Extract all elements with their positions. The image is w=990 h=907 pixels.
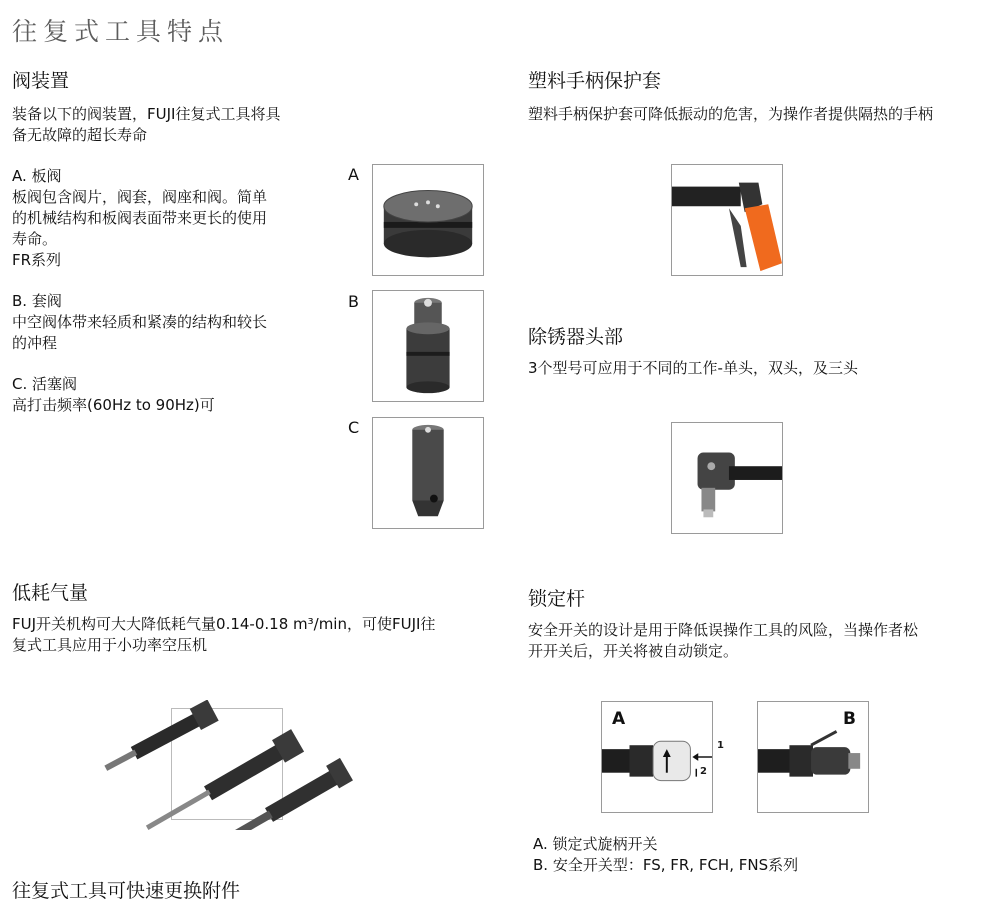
photo-label-a: A — [348, 165, 359, 184]
valve-intro-line: 备无故障的超长寿命 — [12, 126, 148, 144]
photo-label-c: C — [348, 418, 360, 437]
lock-arrow-1-label: 1 — [717, 740, 724, 751]
lock-heading: 锁定杆 — [528, 588, 586, 610]
descaler-heading: 除锈器头部 — [528, 326, 624, 348]
valve-heading: 阀装置 — [12, 70, 70, 92]
valve-item-line: FR系列 — [12, 251, 62, 269]
valve-intro-line: 装备以下的阀装置，FUJI往复式工具将具 — [12, 105, 281, 123]
valve-item-c — [12, 374, 342, 416]
valve-item-title: A. 板阀 — [12, 167, 62, 185]
lock-line: 开开关后，开关将被自动锁定。 — [528, 642, 739, 660]
valve-item-line: 的冲程 — [12, 334, 58, 352]
valve-item-title: C. 活塞阀 — [12, 375, 78, 393]
lock-caption: B. 安全开关型：FS, FR, FCH, FNS系列 — [533, 856, 799, 874]
descaler-photo — [671, 422, 783, 534]
grip-photo — [671, 164, 783, 276]
lock-photo-b-label: B — [843, 709, 856, 729]
descaler-text: 3个型号可应用于不同的工作-单头，双头，及三头 — [528, 359, 858, 377]
valve-item-line: 高打击频率(60Hz to 90Hz)可 — [12, 396, 215, 414]
valve-item-b — [12, 291, 342, 354]
valve-text — [12, 104, 342, 436]
valve-item-title: B. 套阀 — [12, 292, 62, 310]
tools-photo — [95, 700, 355, 830]
attachments-heading: 往复式工具可快速更换附件 — [12, 880, 241, 902]
valve-item-line: 寿命。 — [12, 230, 58, 248]
grip-text: 塑料手柄保护套可降低振动的危害，为操作者提供隔热的手柄 — [528, 105, 934, 123]
plate-valve-photo — [372, 164, 484, 276]
lock-caption: A. 锁定式旋柄开关 — [533, 835, 658, 853]
valve-item-line: 板阀包含阀片，阀套，阀座和阀。简单 — [12, 188, 268, 206]
lock-captions — [533, 834, 798, 876]
grip-heading: 塑料手柄保护套 — [528, 70, 662, 92]
lock-line: 安全开关的设计是用于降低误操作工具的风险，当操作者松 — [528, 621, 919, 639]
consumption-text — [12, 614, 435, 656]
consumption-line: FUJ开关机构可大大降低耗气量0.14-0.18 m³/min，可使FUJI往 — [12, 615, 436, 633]
valve-item-a — [12, 166, 342, 271]
consumption-line: 复式工具应用于小功率空压机 — [12, 636, 208, 654]
page-title: 往复式工具特点 — [12, 17, 230, 46]
sleeve-valve-photo — [372, 290, 484, 402]
piston-valve-photo — [372, 417, 484, 529]
consumption-heading: 低耗气量 — [12, 582, 89, 604]
valve-item-line: 中空阀体带来轻质和紧凑的结构和较长 — [12, 313, 268, 331]
lock-arrow-2-label: 2 — [700, 766, 707, 777]
valve-intro — [12, 104, 342, 146]
photo-label-b: B — [348, 292, 359, 311]
lock-photo-a-label: A — [612, 709, 626, 729]
lock-text — [528, 620, 918, 662]
valve-item-line: 的机械结构和板阀表面带来更长的使用 — [12, 209, 268, 227]
